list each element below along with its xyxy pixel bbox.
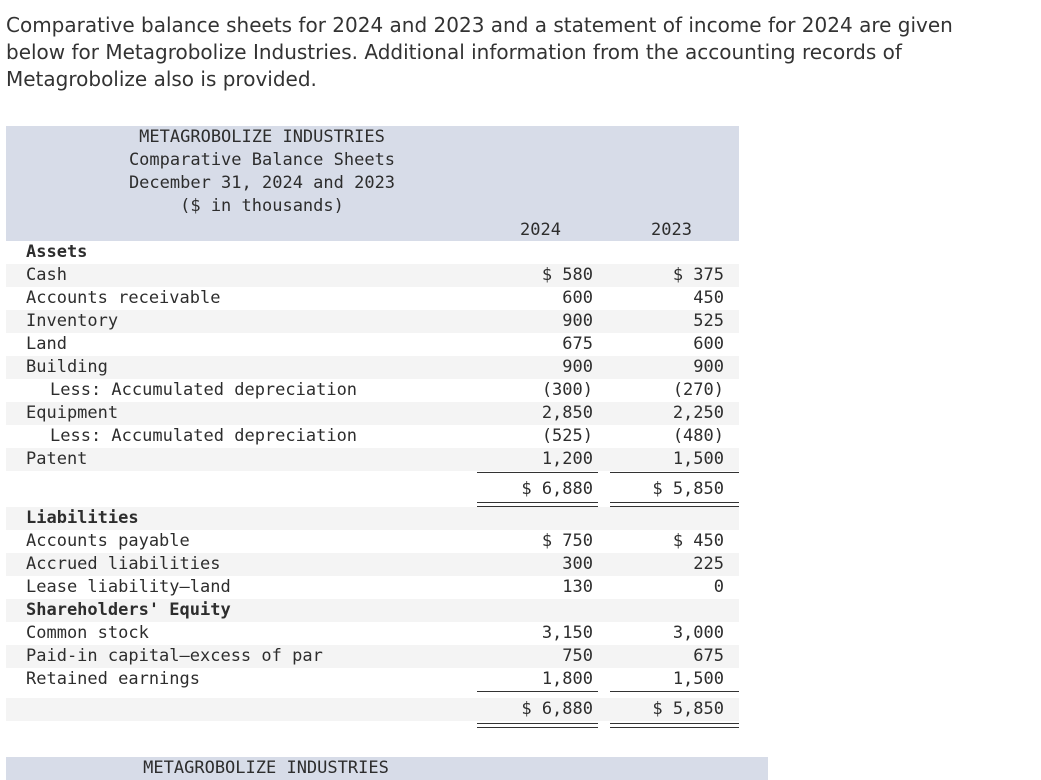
value-2024: 2,850 [541, 403, 593, 423]
table-row [6, 356, 739, 379]
value-2024: 675 [562, 334, 593, 354]
value-2024: $ 750 [541, 531, 593, 551]
table-row [6, 645, 739, 668]
subtotal-rule-2023 [610, 691, 739, 692]
table-row [6, 576, 739, 599]
value-2024: (525) [541, 426, 593, 446]
statement-title: Comparative Balance Sheets [128, 150, 396, 170]
row-label: Less: Accumulated depreciation [50, 426, 358, 446]
equity-heading: Shareholders' Equity [26, 600, 231, 620]
value-2023: (480) [672, 426, 724, 446]
value-2024: 3,150 [541, 623, 593, 643]
value-2024: 130 [562, 577, 593, 597]
equity-heading-row [6, 599, 739, 622]
value-2023: $ 450 [672, 531, 724, 551]
assets-heading: Assets [26, 242, 88, 262]
value-2023: 3,000 [672, 623, 724, 643]
value-2024: 1,800 [541, 669, 593, 689]
total-rule-2024 [477, 723, 598, 728]
table-row [6, 530, 739, 553]
balance-sheet-header [6, 126, 739, 241]
table-row [6, 333, 739, 356]
value-2023: (270) [672, 380, 724, 400]
total-assets-2024: $ 6,880 [521, 479, 593, 499]
row-label: Inventory [26, 311, 119, 331]
subtotal-rule-2023 [610, 472, 739, 473]
liabilities-heading-row [6, 507, 739, 530]
value-2023: 525 [693, 311, 724, 331]
row-label: Accrued liabilities [26, 554, 221, 574]
table-row [6, 668, 739, 691]
income-statement-header [6, 757, 768, 780]
value-2024: 600 [562, 288, 593, 308]
value-2024: 900 [562, 311, 593, 331]
value-2023: 2,250 [672, 403, 724, 423]
table-row [6, 379, 739, 402]
table-row [6, 402, 739, 425]
value-2023: 450 [693, 288, 724, 308]
subtotal-rule-2024 [477, 472, 598, 473]
table-row [6, 448, 739, 471]
value-2023: 900 [693, 357, 724, 377]
total-liabilities-equity-2023: $ 5,850 [652, 699, 724, 719]
row-label: Patent [26, 449, 88, 469]
value-2023: 0 [713, 577, 724, 597]
row-label: Accounts payable [26, 531, 190, 551]
column-header-2024: 2024 [520, 220, 561, 240]
row-label: Accounts receivable [26, 288, 221, 308]
row-label: Land [26, 334, 67, 354]
value-2023: 225 [693, 554, 724, 574]
value-2023: $ 375 [672, 265, 724, 285]
liabilities-heading: Liabilities [26, 508, 139, 528]
value-2023: 675 [693, 646, 724, 666]
value-2024: 750 [562, 646, 593, 666]
row-label: Paid-in capital—excess of par [26, 646, 323, 666]
table-row [6, 287, 739, 310]
table-row [6, 622, 739, 645]
value-2024: 1,200 [541, 449, 593, 469]
statement-date: December 31, 2024 and 2023 [128, 173, 396, 193]
subtotal-rule-2024 [477, 691, 598, 692]
table-row [6, 425, 739, 448]
total-liabilities-equity-2024: $ 6,880 [521, 699, 593, 719]
assets-heading-row [6, 241, 739, 264]
company-name: METAGROBOLIZE INDUSTRIES [139, 127, 385, 147]
row-label: Common stock [26, 623, 149, 643]
row-label: Less: Accumulated depreciation [50, 380, 358, 400]
value-2024: 300 [562, 554, 593, 574]
value-2024: (300) [541, 380, 593, 400]
row-label: Lease liability—land [26, 577, 231, 597]
row-label: Equipment [26, 403, 119, 423]
total-rule-2023 [610, 723, 739, 728]
table-row [6, 310, 739, 333]
row-label: Building [26, 357, 108, 377]
total-liabilities-equity-row [6, 698, 739, 721]
intro-paragraph: Comparative balance sheets for 2024 and 2023 and a statement of income for 2024 are given below for Metagrobolize Industries. Additional information from the accounting records of Metagrobolize also is provided. [6, 13, 953, 91]
value-2024: 900 [562, 357, 593, 377]
total-assets-2023: $ 5,850 [652, 479, 724, 499]
row-label: Retained earnings [26, 669, 200, 689]
value-2023: 1,500 [672, 449, 724, 469]
value-2024: $ 580 [541, 265, 593, 285]
row-label: Cash [26, 265, 67, 285]
value-2023: 1,500 [672, 669, 724, 689]
value-2023: 600 [693, 334, 724, 354]
company-name: METAGROBOLIZE INDUSTRIES [143, 758, 389, 778]
column-header-2023: 2023 [651, 220, 692, 240]
total-assets-row [6, 478, 739, 501]
table-row [6, 264, 739, 287]
statement-units: ($ in thousands) [180, 196, 344, 216]
table-row [6, 553, 739, 576]
